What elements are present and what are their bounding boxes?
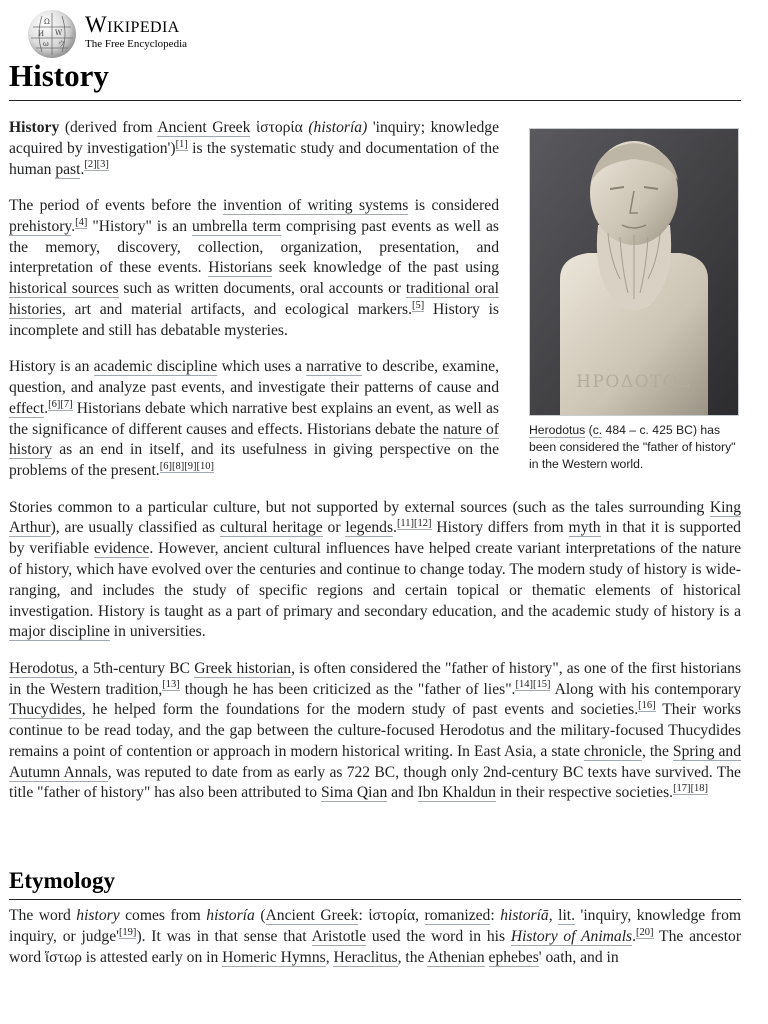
ref-9[interactable]: [9] (184, 460, 197, 472)
link-academic-discipline[interactable]: academic discipline (93, 358, 218, 376)
site-wordmark[interactable]: Wikipedia (85, 12, 180, 37)
bust-inscription: ΗΡΟΔΟΤΟΣ (576, 372, 692, 392)
caption-link-circa[interactable]: c. (592, 423, 603, 437)
ref-5[interactable]: [5] (412, 299, 425, 311)
ref-19[interactable]: [19] (118, 926, 137, 938)
svg-text:Ω: Ω (44, 18, 50, 26)
svg-text:ウ: ウ (58, 40, 65, 48)
link-heraclitus[interactable]: Heraclitus (333, 948, 398, 966)
link-ibn-khaldun[interactable]: Ibn Khaldun (417, 784, 496, 802)
ref-17[interactable]: [17] (673, 783, 691, 795)
link-history-of-animals[interactable]: History of Animals (510, 927, 633, 945)
ref-10[interactable]: [10] (196, 460, 214, 472)
paragraph-1: History (derived from Ancient Greek ἱστορία (historía) 'inquiry; knowledge acquired by investigation')[1] is the systematic study and documentation of the human past.[2][3] (9, 119, 500, 178)
link-chronicle[interactable]: chronicle (583, 742, 642, 760)
link-herodotus[interactable]: Herodotus (9, 659, 74, 677)
ref-6b[interactable]: [6] (159, 460, 172, 472)
paragraph-4: Stories common to a particular culture, but not supported by external sources (such as the tales surrounding King Arthur), are usually classified as cultural heritage or legends.[11][12] History differs from myth in that it is supported by verifiable evidence. However, ancient cultural influences have helped create variant interpretations of the nature of history, which have evolved over the centuries and continue to change today. The modern study of history is wide-ranging, and includes the study of specific regions and certain topical or thematic elements of historical investigation. History is taught as a part of primary and secondary education, and the academic study of history is a major discipline in universities. (9, 498, 741, 641)
paragraph-5: Herodotus, a 5th-century BC Greek historian, is often considered the "father of history", as one of the first historians in the Western tradition,[13] though he has been criticized as the "father of lies".[14][15] Along with his contemporary Thucydides, he helped form the foundations for the modern study of past events and societies.[16] Their works continue to be read today, and the gap between the culture-focused Herodotus and the military-focused Thucydides remains a point of contention or approach in modern historical writing. In East Asia, a state chronicle, the Spring and Autumn Annals, was reputed to date from as early as 722 BC, though only 2nd-century BC texts have survived. The title "father of history" has also been attributed to Sima Qian and Ibn Khaldun in their respective societies.[17][18] (9, 659, 742, 802)
caption-link-herodotus[interactable]: Herodotus (529, 423, 586, 437)
link-ancient-greek[interactable]: Ancient Greek (157, 119, 251, 136)
link-spring-autumn-annals[interactable]: Spring and Autumn Annals (9, 742, 741, 781)
link-nature-of-history[interactable]: nature of history (9, 420, 499, 459)
link-historians[interactable]: Historians (208, 259, 273, 277)
link-effect[interactable]: effect (9, 399, 45, 417)
link-oral-histories[interactable]: traditional oral histories (9, 280, 499, 318)
ref-3[interactable]: [3] (96, 159, 109, 171)
page-title: History (9, 56, 741, 101)
article-body (9, 118, 741, 820)
link-ancient-greek-2[interactable]: Ancient Greek (265, 907, 359, 924)
wikipedia-globe-icon[interactable] (28, 10, 76, 58)
section-heading-etymology: Etymology (9, 866, 741, 900)
ref-4[interactable]: [4] (75, 216, 88, 228)
ref-8[interactable]: [8] (171, 460, 185, 472)
link-legends[interactable]: legends (345, 519, 394, 537)
svg-text:W: W (55, 29, 63, 37)
herodotus-bust-image[interactable] (529, 128, 739, 416)
link-aristotle[interactable]: Aristotle (311, 927, 367, 945)
link-historical-sources[interactable]: historical sources (9, 280, 119, 298)
link-thucydides[interactable]: Thucydides (9, 701, 82, 719)
link-evidence[interactable]: evidence (94, 540, 150, 558)
link-invention-of-writing[interactable]: invention of writing systems (222, 196, 409, 214)
ref-12[interactable]: [12] (414, 518, 432, 530)
link-prehistory[interactable]: prehistory (9, 217, 72, 235)
link-romanized[interactable]: romanized (424, 907, 491, 924)
link-sima-qian[interactable]: Sima Qian (320, 784, 388, 802)
svg-text:ω: ω (43, 40, 49, 48)
link-umbrella-term[interactable]: umbrella term (192, 217, 282, 235)
paragraph-etymology: The word history comes from historía (Ancient Greek: ἱστορία, romanized: historíā, lit. 'inquiry, knowledge from inquiry, or judge'[19]). It was in that sense that Aristotle used the word in his History of Animals.[20] The ancestor word ἵστωρ is attested early on in Homeric Hymns, Heraclitus, the Athenian ephebes' oath, and in (9, 907, 742, 966)
link-king-arthur[interactable]: King Arthur (9, 498, 741, 537)
paragraph-3: History is an academic discipline which uses a narrative to describe, examine, question, and analyze past events, and investigate their patterns of cause and effect.[6][7] Historians debate which narrative best explains an event, as well as the significance of different causes and effects. Historians debate the nature of history as an end in itself, and its usefulness in giving perspective on the problems of the present.[6][8][9][10] (9, 358, 499, 480)
ref-20[interactable]: [20] (636, 926, 654, 938)
link-past[interactable]: past (55, 160, 81, 178)
link-lit[interactable]: lit. (558, 907, 576, 924)
ref-2[interactable]: [2] (84, 159, 97, 171)
link-greek-historian[interactable]: Greek historian (194, 659, 292, 677)
ref-11[interactable]: [11] (396, 518, 415, 530)
ref-6[interactable]: [6] (48, 398, 61, 410)
ref-13[interactable]: [13] (162, 679, 180, 691)
ref-14[interactable]: [14] (515, 679, 533, 691)
link-cultural-heritage[interactable]: cultural heritage (219, 519, 323, 537)
link-ephebes[interactable]: ephebes (488, 948, 539, 966)
svg-text:И: И (38, 30, 45, 38)
ref-18[interactable]: [18] (690, 783, 709, 795)
site-header[interactable] (28, 10, 328, 58)
infobox-figure (525, 128, 741, 473)
ref-7[interactable]: [7] (60, 398, 73, 410)
ref-16[interactable]: [16] (638, 700, 656, 712)
link-major-discipline[interactable]: major discipline (9, 623, 110, 641)
paragraph-2: The period of events before the invention of writing systems is considered prehistory.[4] "History" is an umbrella term comprising past events as well as the memory, discovery, collection, organization, presentation, and interpretation of these events. Historians seek knowledge of the past using historical sources such as written documents, oral accounts or traditional oral histories, art and material artifacts, and ecological markers.[5] History is incomplete and still has debatable mysteries. (9, 196, 500, 339)
infobox-caption: Herodotus (c. 484 – c. 425 BC) has been considered the "father of history" in the Western world. (529, 423, 736, 471)
ref-15[interactable]: [15] (532, 679, 551, 691)
ref-1[interactable]: [1] (175, 138, 188, 150)
link-athenian[interactable]: Athenian (427, 948, 485, 966)
site-tagline: The Free Encyclopedia (85, 38, 188, 50)
link-homeric-hymns[interactable]: Homeric Hymns (222, 948, 326, 966)
link-myth[interactable]: myth (568, 519, 601, 537)
link-narrative[interactable]: narrative (306, 358, 362, 376)
